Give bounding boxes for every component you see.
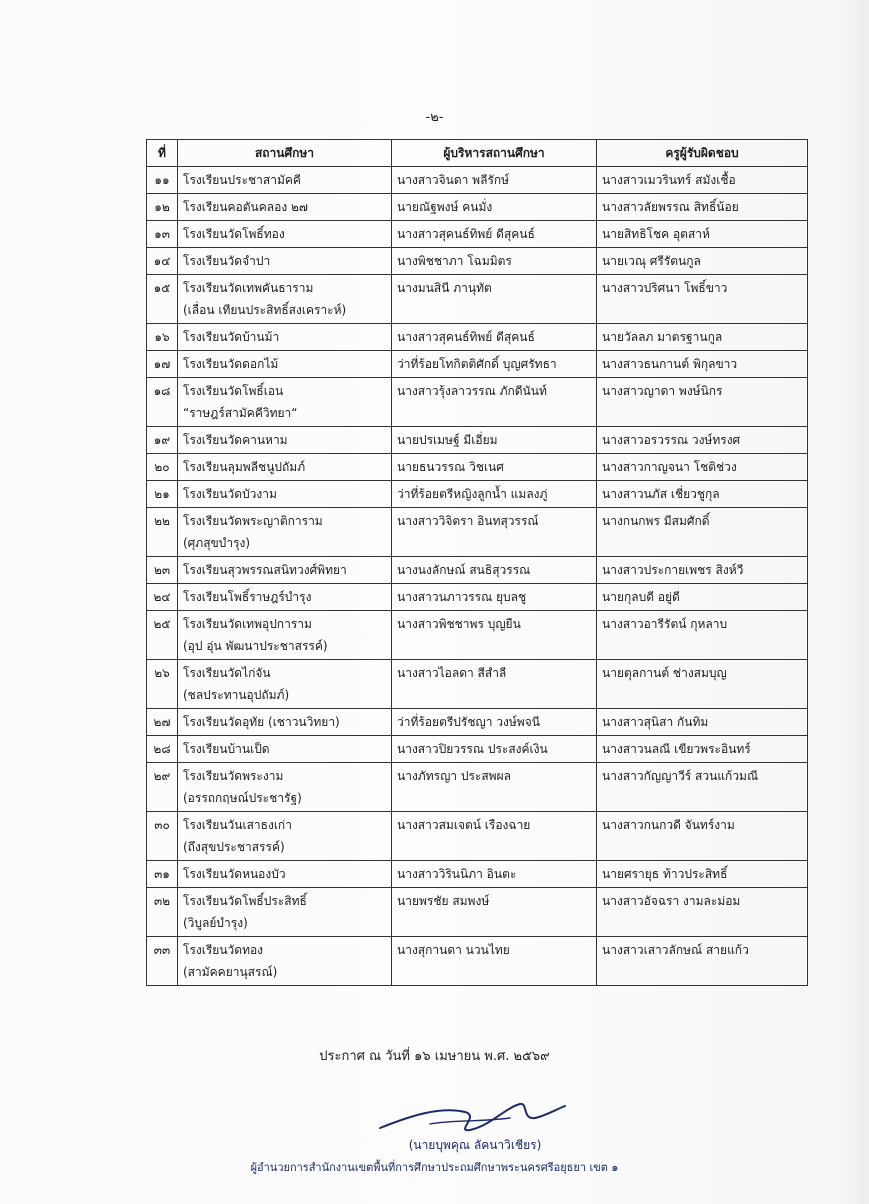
row-number: ๑๗ bbox=[147, 351, 178, 378]
director-name: นางสาวสุคนธ์ทิพย์ ดีสุคนธ์ bbox=[392, 221, 597, 248]
row-number: ๑๒ bbox=[147, 194, 178, 221]
header-director: ผู้บริหารสถานศึกษา bbox=[392, 140, 597, 167]
table-row bbox=[147, 709, 808, 736]
table-row bbox=[147, 454, 808, 481]
teacher-name: นายศรายุธ ท้าวประสิทธิ์ bbox=[597, 861, 808, 888]
school-name: โรงเรียนวัดพระญาติการาม bbox=[183, 514, 323, 528]
school-name: โรงเรียนวัดโพธิ์ประสิทธิ์ bbox=[183, 894, 307, 908]
teacher-name: นางสาวสุนิสา กันทิม bbox=[597, 709, 808, 736]
teacher-name: นางสาวประกายเพชร สิงห์วี bbox=[597, 557, 808, 584]
director-name: นางมนสินี ภานุทัต bbox=[392, 275, 597, 324]
teacher-name: นายกุลบดี อยู่ดี bbox=[597, 584, 808, 611]
school-name: โรงเรียนวัดจำปา bbox=[183, 254, 271, 268]
row-number: ๑๓ bbox=[147, 221, 178, 248]
teacher-name: นางสาวลัยพรรณ สิทธิ์น้อย bbox=[597, 194, 808, 221]
school-cell bbox=[178, 378, 392, 427]
row-number: ๓๒ bbox=[147, 888, 178, 937]
school-cell bbox=[178, 248, 392, 275]
table-row bbox=[147, 248, 808, 275]
school-subtitle: (อุป อุ่น พัฒนาประชาสรรค์) bbox=[183, 639, 328, 653]
table-row bbox=[147, 660, 808, 709]
table-row bbox=[147, 194, 808, 221]
school-cell bbox=[178, 812, 392, 861]
table-row bbox=[147, 937, 808, 986]
teacher-name: นางสาวธนกานต์ พิกุลขาว bbox=[597, 351, 808, 378]
row-number: ๓๓ bbox=[147, 937, 178, 986]
school-subtitle: (เลื่อน เทียนประสิทธิ์สงเคราะห์) bbox=[183, 303, 347, 317]
school-subtitle: (ชลประทานอุปถัมภ์) bbox=[183, 688, 290, 702]
school-subtitle: (อรรถกฤษณ์ประชารัฐ) bbox=[183, 791, 302, 805]
teacher-name: นางสาวกาญจนา โชติช่วง bbox=[597, 454, 808, 481]
row-number: ๒๑ bbox=[147, 481, 178, 508]
school-name: โรงเรียนวัดโพธิ์เอน bbox=[183, 384, 284, 398]
page-fold-shadow bbox=[839, 0, 869, 1204]
director-name: ว่าที่ร้อยตรีหญิงลูกน้ำ แมลงภู่ bbox=[392, 481, 597, 508]
school-subtitle: “ราษฎร์สามัคคีวิทยา“ bbox=[183, 406, 298, 420]
table-row bbox=[147, 275, 808, 324]
school-name: โรงเรียนวัดเทพคันธาราม bbox=[183, 281, 314, 295]
teacher-name: นายสิทธิโชค อุตสาห์ bbox=[597, 221, 808, 248]
row-number: ๒๓ bbox=[147, 557, 178, 584]
school-name: โรงเรียนวัดอุทัย (เชาวนวิทยา) bbox=[183, 715, 340, 729]
school-name: โรงเรียนโพธิ์ราษฎร์บำรุง bbox=[183, 590, 312, 604]
school-cell bbox=[178, 194, 392, 221]
teacher-name: นายเวณุ ศรีรัตนกูล bbox=[597, 248, 808, 275]
table-row bbox=[147, 351, 808, 378]
school-cell bbox=[178, 351, 392, 378]
school-cell bbox=[178, 611, 392, 660]
school-cell bbox=[178, 660, 392, 709]
page-number: -๒- bbox=[425, 110, 444, 125]
header-number: ที่ bbox=[147, 140, 178, 167]
teacher-name: นางสาวกนกวดี จันทร์งาม bbox=[597, 812, 808, 861]
table-row bbox=[147, 324, 808, 351]
table-row bbox=[147, 167, 808, 194]
director-name: นายธนวรรณ วิชเนศ bbox=[392, 454, 597, 481]
school-name: โรงเรียนวัดหนองบัว bbox=[183, 867, 286, 881]
director-name: นางสาวจินดา พลีรักษ์ bbox=[392, 167, 597, 194]
teacher-name: นายวัลลภ มาตรฐานกูล bbox=[597, 324, 808, 351]
school-name: โรงเรียนวันเสาธงเก่า bbox=[183, 818, 292, 832]
school-cell bbox=[178, 508, 392, 557]
teacher-name: นางสาวเมวรินทร์ สมังเชื้อ bbox=[597, 167, 808, 194]
school-cell bbox=[178, 221, 392, 248]
teacher-name: นางสาวเสาวลักษณ์ สายแก้ว bbox=[597, 937, 808, 986]
row-number: ๑๔ bbox=[147, 248, 178, 275]
school-cell bbox=[178, 557, 392, 584]
school-name: โรงเรียนวัดดอกไม้ bbox=[183, 357, 279, 371]
announcement-date: ประกาศ ณ วันที่ ๑๖ เมษายน พ.ศ. ๒๕๖๙ bbox=[319, 1049, 550, 1064]
table-row bbox=[147, 557, 808, 584]
table-row bbox=[147, 763, 808, 812]
signer-title: ผู้อำนวยการสำนักงานเขตพื้นที่การศึกษาประถมศึกษาพระนครศรีอยุธยา เขต ๑ bbox=[250, 1161, 619, 1174]
director-name: นางสาวสุคนธ์ทิพย์ ดีสุคนธ์ bbox=[392, 324, 597, 351]
director-name: นางสาววิจิตรา อินทสุวรรณ์ bbox=[392, 508, 597, 557]
school-name: โรงเรียนวัดโพธิ์ทอง bbox=[183, 227, 285, 241]
school-cell bbox=[178, 324, 392, 351]
director-name: ว่าที่ร้อยตรีปรัชญา วงษ์พจนี bbox=[392, 709, 597, 736]
school-name: โรงเรียนสุวพรรณสนิทวงศ์พิทยา bbox=[183, 563, 347, 577]
table-row bbox=[147, 481, 808, 508]
teacher-name: นางสาวญาดา พงษ์นิกร bbox=[597, 378, 808, 427]
school-cell bbox=[178, 736, 392, 763]
row-number: ๑๑ bbox=[147, 167, 178, 194]
row-number: ๑๖ bbox=[147, 324, 178, 351]
row-number: ๓๐ bbox=[147, 812, 178, 861]
school-name: โรงเรียนวัดเทพอุปการาม bbox=[183, 617, 312, 631]
teacher-name: นายตุลกานต์ ช่างสมบุญ bbox=[597, 660, 808, 709]
director-name: นายพรชัย สมพงษ์ bbox=[392, 888, 597, 937]
school-subtitle: (ศุภสุขบำรุง) bbox=[183, 536, 251, 550]
school-subtitle: (สามัคคยานุสรณ์) bbox=[183, 965, 278, 979]
table-row bbox=[147, 812, 808, 861]
director-name: นางสาวนภาวรรณ ยุบลชู bbox=[392, 584, 597, 611]
school-name: โรงเรียนวัดทอง bbox=[183, 943, 264, 957]
school-cell bbox=[178, 709, 392, 736]
table-row bbox=[147, 888, 808, 937]
director-name: นางสาวพิชชาพร บุญยืน bbox=[392, 611, 597, 660]
schools-table bbox=[146, 139, 808, 986]
row-number: ๓๑ bbox=[147, 861, 178, 888]
header-teacher: ครูผู้รับผิดชอบ bbox=[597, 140, 808, 167]
table-row bbox=[147, 584, 808, 611]
school-cell bbox=[178, 584, 392, 611]
row-number: ๒๙ bbox=[147, 763, 178, 812]
school-name: โรงเรียนวัดบัวงาม bbox=[183, 487, 277, 501]
row-number: ๒๕ bbox=[147, 611, 178, 660]
teacher-name: นางสาวอารีรัตน์ กุหลาบ bbox=[597, 611, 808, 660]
table-row bbox=[147, 378, 808, 427]
teacher-name: นางสาวนลณี เขียวพระอินทร์ bbox=[597, 736, 808, 763]
school-subtitle: (วิบูลย์บำรุง) bbox=[183, 916, 248, 930]
row-number: ๒๘ bbox=[147, 736, 178, 763]
table-row bbox=[147, 221, 808, 248]
school-name: โรงเรียนวัดบ้านม้า bbox=[183, 330, 280, 344]
school-name: โรงเรียนวัดคานหาม bbox=[183, 433, 288, 447]
school-cell bbox=[178, 167, 392, 194]
school-cell bbox=[178, 763, 392, 812]
school-cell bbox=[178, 427, 392, 454]
row-number: ๑๕ bbox=[147, 275, 178, 324]
school-name: โรงเรียนลุมพลีชนูปถัมภ์ bbox=[183, 460, 306, 474]
teacher-name: นางสาวกัญญาวีร์ สวนแก้วมณี bbox=[597, 763, 808, 812]
row-number: ๒๐ bbox=[147, 454, 178, 481]
row-number: ๒๗ bbox=[147, 709, 178, 736]
school-cell bbox=[178, 861, 392, 888]
table-header-row bbox=[147, 140, 808, 167]
teacher-name: นางสาวนภัส เชี่ยวชูกุล bbox=[597, 481, 808, 508]
table-row bbox=[147, 861, 808, 888]
school-name: โรงเรียนบ้านเป็ด bbox=[183, 742, 270, 756]
teacher-name: นางสาวอรวรรณ วงษ์ทรงศ bbox=[597, 427, 808, 454]
director-name: ว่าที่ร้อยโทกิตติศักดิ์ บุญศรัทธา bbox=[392, 351, 597, 378]
signature-mark bbox=[370, 1098, 570, 1138]
row-number: ๒๒ bbox=[147, 508, 178, 557]
director-name: นางสาวปิยวรรณ ประสงค์เงิน bbox=[392, 736, 597, 763]
teacher-name: นางสาวอัจฉรา งามละม่อม bbox=[597, 888, 808, 937]
table-row bbox=[147, 508, 808, 557]
table-row bbox=[147, 611, 808, 660]
director-name: นายณัฐพงษ์ คนมั่ง bbox=[392, 194, 597, 221]
table-row bbox=[147, 427, 808, 454]
school-name: โรงเรียนคอตันคลอง ๒๗ bbox=[183, 200, 308, 214]
signer-name: (นายบุพคุณ ลัคนาวิเชียร) bbox=[408, 1138, 542, 1152]
director-name: นางสาววิรินนิภา อินตะ bbox=[392, 861, 597, 888]
teacher-name: นางกนกพร มีสมศักดิ์ bbox=[597, 508, 808, 557]
row-number: ๒๔ bbox=[147, 584, 178, 611]
director-name: นางสาวรุ้งลาวรรณ ภักดีนันท์ bbox=[392, 378, 597, 427]
director-name: นางภัทรญา ประสพผล bbox=[392, 763, 597, 812]
school-cell bbox=[178, 275, 392, 324]
director-name: นายปรเมษฐ์ มีเอี่ยม bbox=[392, 427, 597, 454]
school-name: โรงเรียนวัดไก่จัน bbox=[183, 666, 271, 680]
school-cell bbox=[178, 937, 392, 986]
school-name: โรงเรียนวัดพระงาม bbox=[183, 769, 284, 783]
school-cell bbox=[178, 454, 392, 481]
school-subtitle: (ถึงสุขประชาสรรค์) bbox=[183, 840, 285, 854]
header-school: สถานศึกษา bbox=[178, 140, 392, 167]
school-cell bbox=[178, 481, 392, 508]
director-name: นางสาวไอลดา สีสำลี bbox=[392, 660, 597, 709]
director-name: นางนงลักษณ์ สนธิสุวรรณ bbox=[392, 557, 597, 584]
school-name: โรงเรียนประชาสามัคคี bbox=[183, 173, 301, 187]
director-name: นางสุกานดา นวนไทย bbox=[392, 937, 597, 986]
director-name: นางสาวสมเจตน์ เรืองฉาย bbox=[392, 812, 597, 861]
row-number: ๑๘ bbox=[147, 378, 178, 427]
teacher-name: นางสาวปริศนา โพธิ์ขาว bbox=[597, 275, 808, 324]
row-number: ๑๙ bbox=[147, 427, 178, 454]
row-number: ๒๖ bbox=[147, 660, 178, 709]
school-cell bbox=[178, 888, 392, 937]
table-row bbox=[147, 736, 808, 763]
director-name: นางพิชชาภา โฉมมิตร bbox=[392, 248, 597, 275]
